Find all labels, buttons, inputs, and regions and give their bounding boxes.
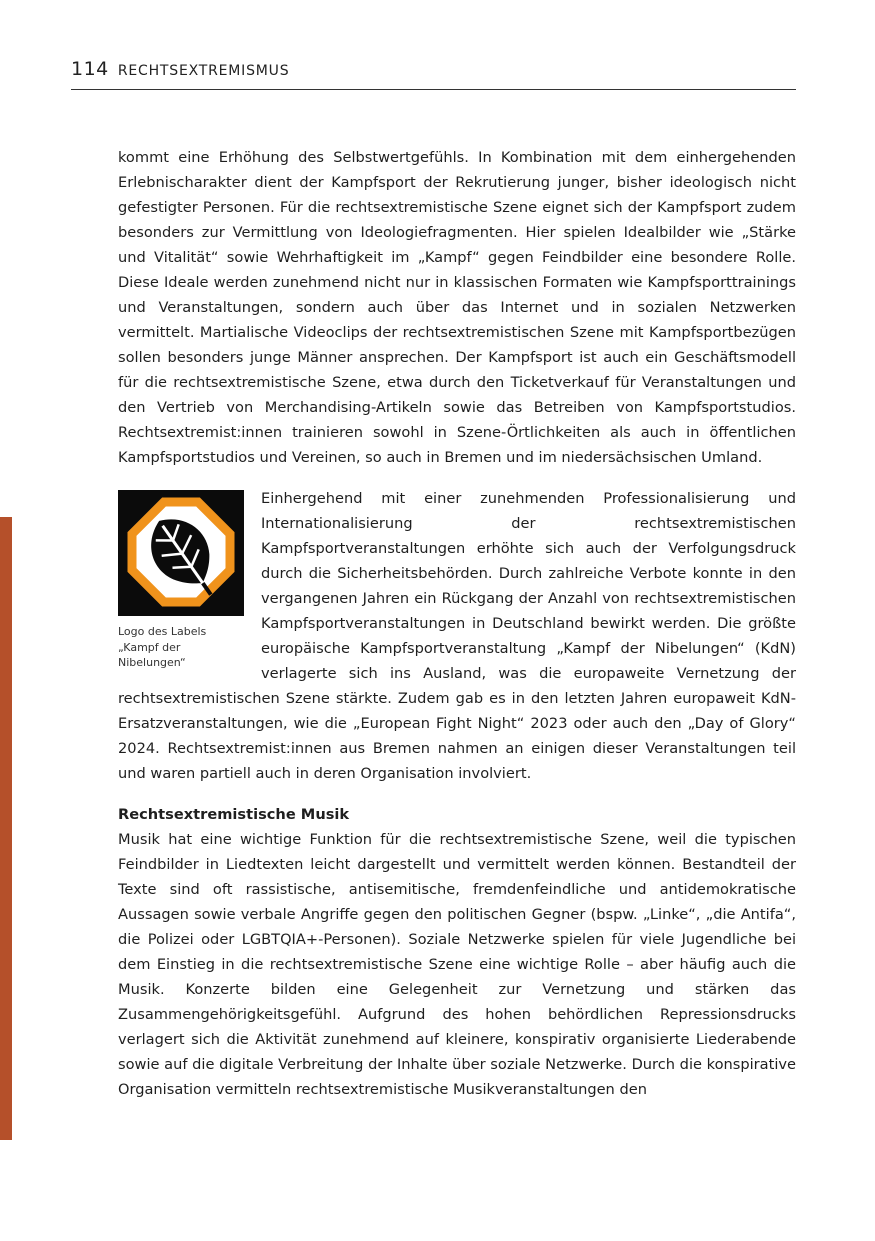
logo-figure (118, 490, 244, 671)
kdn-logo-image (118, 490, 244, 616)
main-content (118, 145, 796, 1102)
paragraph-kampfsport-intro: kommt eine Erhöhung des Selbstwertgefühls. In Kombination mit dem einhergehenden Erlebnischarakter dient der Kampfsport der Rekrutierung junger, bisher ideologisch nicht gefestigter Personen. Für die rechtsextremistische Szene eignet sich der Kampfsport zudem besonders zur Vermittlung von Ideologiefragmenten. Hier spielen Idealbilder wie „Stärke und Vitalität“ sowie Wehrhaftigkeit im „Kampf“ gegen Feindbilder eine besondere Rolle. Diese Ideale werden zunehmend nicht nur in klassischen Formaten wie Kampfsporttrainings und Veranstaltungen, sondern auch über das Internet und in sozialen Netzwerken vermittelt. Martialische Videoclips der rechtsextremistischen Szene mit Kampfsportbezügen sollen besonders junge Männer ansprechen. Der Kampfsport ist auch ein Geschäftsmodell für die rechtsextremistische Szene, etwa durch den Ticketverkauf für Veranstaltungen und den Vertrieb von Merchandising-Artikeln sowie das Betreiben von Kampfsportstudios. Rechtsextremist:innen trainieren sowohl in Szene-Örtlichkeiten als auch in öffentlichen Kampfsportstudios und Vereinen, so auch in Bremen und im niedersächsischen Umland. (118, 149, 796, 466)
page-number: 114 (71, 58, 109, 80)
leaf-octagon-icon (118, 490, 244, 616)
section-accent-bar (0, 517, 12, 1140)
paragraph-kampfsport-verbote: Einhergehend mit einer zunehmenden Professionalisierung und Internationalisierung der rechtsextremistischen Kampfsportveranstaltungen erhöhte sich auch der Verfolgungsdruck durch die Sicherheitsbehörden. Durch zahlreiche Verbote konnte in den vergangenen Jahren ein Rückgang der Anzahl von rechtsextremistischen Kampfsportveranstaltungen in Deutschland bewirkt werden. Die größte europäische Kampfsportveranstaltung „Kampf der Nibelungen“ (KdN) verlagerte sich ins Ausland, was die europaweite Vernetzung der rechtsextremistischen Szene stärkte. Zudem gab es in den letzten Jahren europaweit KdN-Ersatzveranstaltungen, wie die „European Fight Night“ 2023 oder auch den „Day of Glory“ 2024. Rechtsextremist:innen aus Bremen nahmen an einigen dieser Veranstaltungen teil und waren partiell auch in deren Organisation involviert. (118, 490, 796, 782)
figure-caption: Logo des Labels „Kampf der Nibelungen“ (118, 625, 207, 669)
running-title: RECHTSEXTREMISMUS (117, 63, 290, 79)
page-header (71, 58, 796, 90)
section-heading-musik: Rechtsextremistische Musik (118, 806, 350, 823)
paragraph-musik: Musik hat eine wichtige Funktion für die rechtsextremistische Szene, weil die typischen Feindbilder in Liedtexten leicht dargestellt und vermittelt werden können. Bestandteil der Texte sind oft rassistische, antisemitische, fremdenfeindliche und antidemokratische Aussagen sowie verbale Angriffe gegen den politischen Gegner (bspw. „Linke“, „die Antifa“, die Polizei oder LGBTQIA+-Personen). Soziale Netzwerke spielen für viele Jugendliche bei dem Einstieg in die rechtsextremistische Szene eine wichtige Rolle – aber häufig auch die Musik. Konzerte bilden eine Gelegenheit zur Vernetzung und stärken das Zusammengehörigkeitsgefühl. Aufgrund des hohen behördlichen Repressionsdrucks verlagert sich die Aktivität zunehmend auf kleinere, konspirativ organisierte Liederabende sowie auf die digitale Verbreitung der Inhalte über soziale Netzwerke. Durch die konspirative Organisation vermitteln rechtsextremistische Musikveranstaltungen den (118, 831, 796, 1098)
